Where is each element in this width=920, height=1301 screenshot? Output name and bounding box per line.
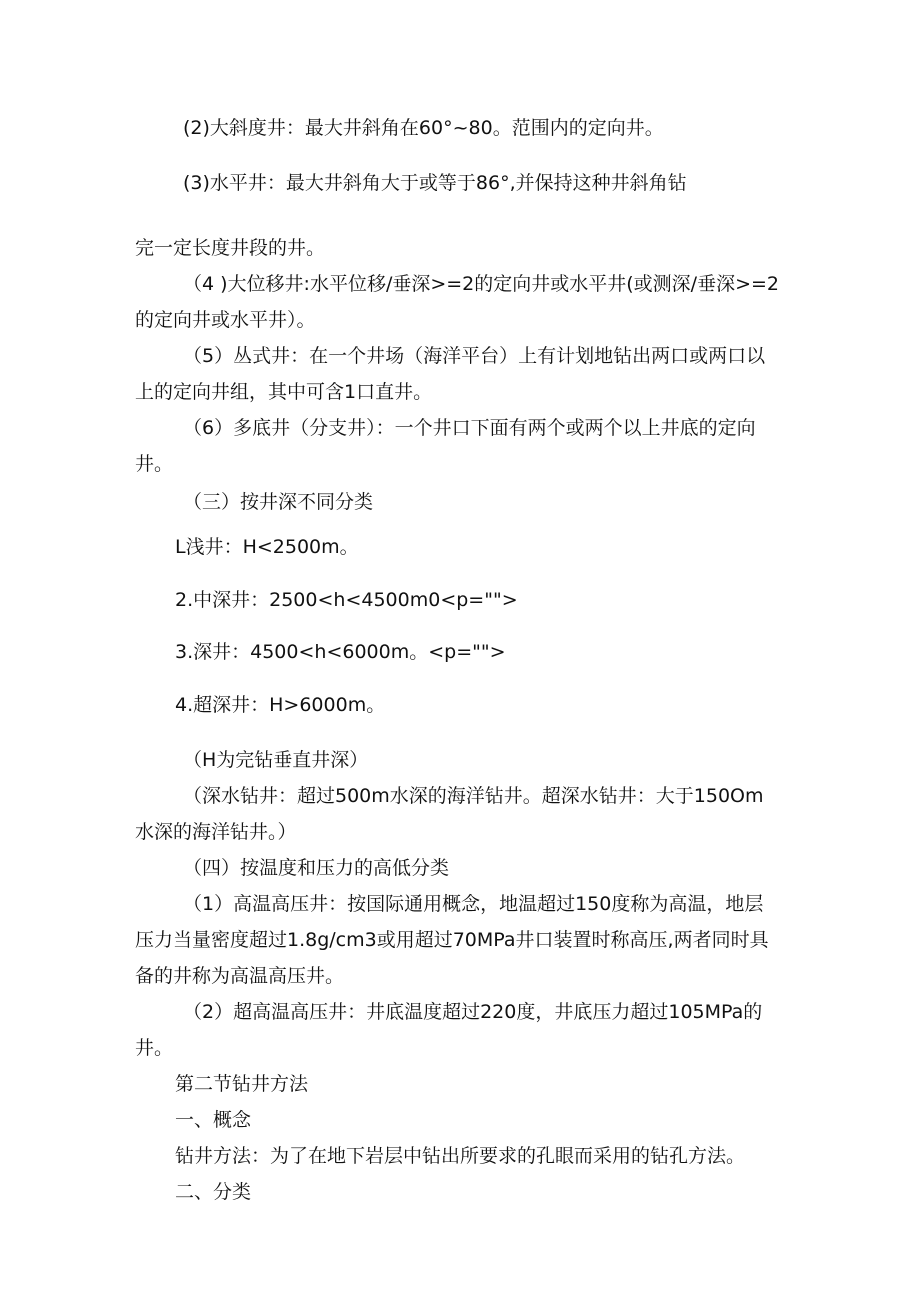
para-multilateral-well: （6）多底井（分支井）：一个井口下面有两个或两个以上井底的定向	[183, 417, 756, 439]
para-hthp-well-cont-2: 备的井称为高温高压井。	[135, 965, 345, 987]
section-heading-temp-pressure: （四）按温度和压力的高低分类	[183, 857, 450, 879]
subheading-classification: 二、分类	[175, 1181, 252, 1203]
para-ultra-hthp-well: （2）超高温高压井：井底温度超过220度，井底压力超过105MPa的	[183, 1001, 763, 1023]
para-high-angle-well: (2)大斜度井：最大井斜角在60°~80。范围内的定向井。	[183, 117, 664, 139]
para-hthp-well-cont-1: 压力当量密度超过1.8g∕cm3或用超过70MPa井口装置时称高压,两者同时具	[135, 929, 769, 951]
list-item-medium-deep-well: 2.中深井：2500<h<4500m0<p="">	[175, 589, 518, 611]
note-deepwater-drilling-cont: 水深的海洋钻井。）	[135, 821, 297, 843]
para-cluster-well: （5）丛式井：在一个井场（海洋平台）上有计划地钻出两口或两口以	[183, 345, 766, 367]
para-horizontal-well-cont: 完一定长度井段的井。	[135, 237, 326, 259]
note-h-definition: （H为完钻垂直井深）	[183, 749, 369, 771]
list-item-deep-well: 3.深井：4500<h<6000m。<p="">	[175, 641, 506, 663]
section-title-drilling-methods: 第二节钻井方法	[175, 1073, 309, 1095]
para-extended-reach-well-cont: 的定向井或水平井）。	[135, 309, 316, 331]
subheading-concept: 一、概念	[175, 1109, 252, 1131]
list-item-ultra-deep-well: 4.超深井：H>6000m。	[175, 694, 386, 716]
para-multilateral-well-cont: 井。	[135, 453, 174, 475]
list-item-shallow-well: L浅井：H<2500m。	[175, 536, 359, 558]
para-drilling-method-definition: 钻井方法：为了在地下岩层中钻出所要求的孔眼而采用的钻孔方法。	[175, 1145, 746, 1167]
para-hthp-well: （1）高温高压井：按国际通用概念，地温超过150度称为高温，地层	[183, 893, 764, 915]
para-horizontal-well: (3)水平井：最大井斜角大于或等于86°,并保持这种井斜角钻	[183, 172, 687, 194]
para-ultra-hthp-well-cont: 井。	[135, 1037, 174, 1059]
para-extended-reach-well: （4 )大位移井:水平位移/垂深>=2的定向井或水平井(或测深/垂深>=2	[183, 273, 780, 295]
para-cluster-well-cont: 上的定向井组，其中可含1口直井。	[135, 381, 433, 403]
note-deepwater-drilling: （深水钻井：超过500m水深的海洋钻井。超深水钻井：大于150Om	[183, 785, 764, 807]
section-heading-depth: （三）按井深不同分类	[183, 491, 374, 513]
